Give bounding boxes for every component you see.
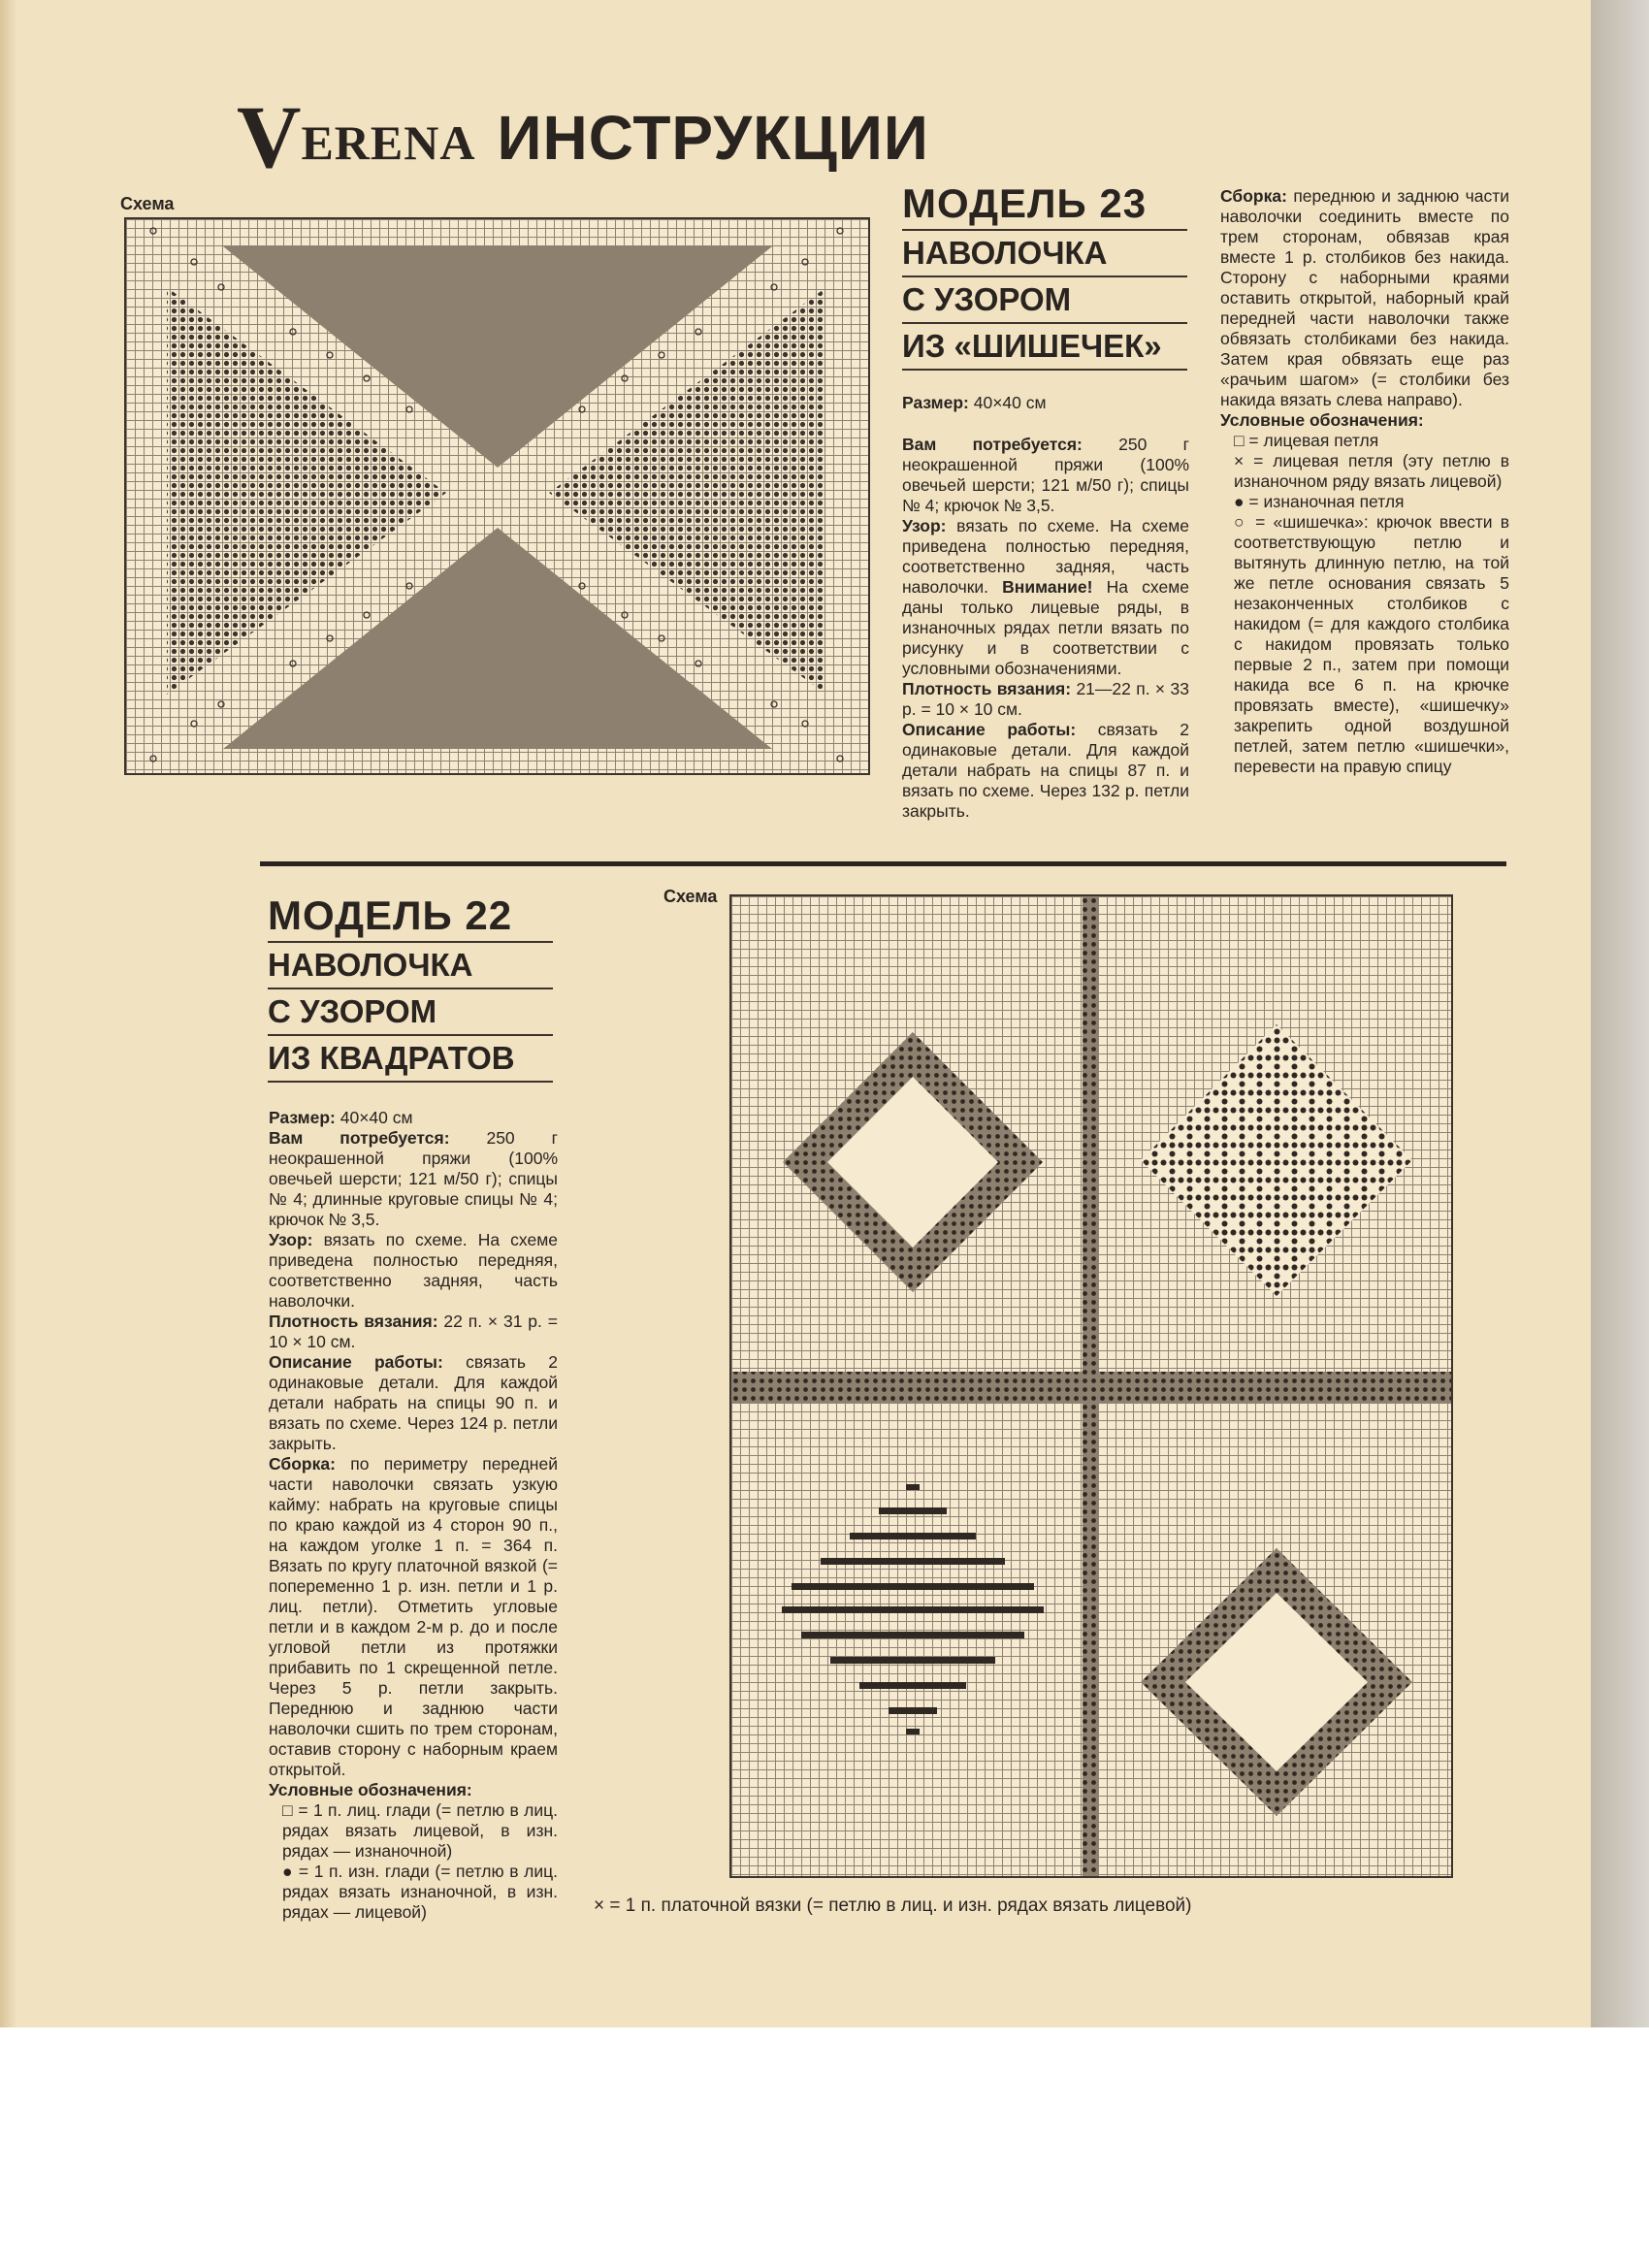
m23-legend-item: ○ = «шишечка»: крючок ввести в соответствующую петлю и вытянуть длинную петлю, на той же петле основания связать 5 незаконченных столбиков с накидом (= для каждого столбика с накидом провязать только первые 2 п., затем при помощи накида все 6 п. на крючке провязать вместе), «шишечку» закрепить одной воздушной петлей, затем петлю «шишечки», перевести на правую спицу xyxy=(1234,512,1509,776)
m22-assembly-label: Сборка: xyxy=(269,1454,336,1474)
m23-attention-value: На схеме даны только лицевые ряды, в изнаночных рядах петли вязать по рисунку и в соответствии с условными обозначениями. xyxy=(902,577,1189,678)
chart-model-22 xyxy=(729,894,1453,1878)
m22-needs-label: Вам потребуется: xyxy=(269,1128,450,1148)
m23-pattern-label: Узор: xyxy=(902,516,947,535)
m23-size-label: Размер: xyxy=(902,393,969,412)
m22-pattern-label: Узор: xyxy=(269,1230,313,1249)
schema-label-23: Схема xyxy=(120,194,175,213)
m23-density-label: Плотность вязания: xyxy=(902,679,1072,698)
m23-desc-value: связать 2 одинаковые детали. Для каждой детали набрать на спицы 87 п. и вязать по схеме. Через 132 р. петли закрыть. xyxy=(902,720,1189,821)
m23-assembly-label: Сборка: xyxy=(1220,186,1287,206)
m22-density-value: 22 п. × 31 р. = 10 × 10 см. xyxy=(269,1312,558,1351)
scanner-edge xyxy=(1591,0,1649,2027)
m22-legend-title: Условные обозначения: xyxy=(269,1780,472,1799)
brand-initial: V xyxy=(237,87,302,186)
masthead xyxy=(237,78,929,186)
m22-legend-item: □ = 1 п. лиц. глади (= петлю в лиц. рядах вязать лицевой, в изн. рядах — изнаночной) xyxy=(282,1800,558,1861)
m22-needs-value: 250 г неокрашенной пряжи (100% овечьей шерсти; 121 м/50 г); спицы № 4; длинные круговые спицы № 4; крючок № 3,5. xyxy=(269,1128,558,1229)
m22-footnote: × = 1 п. платочной вязки (= петлю в лиц. и изн. рядах вязать лицевой) xyxy=(594,1895,1192,1916)
m23-legend-item: × = лицевая петля (эту петлю в изнаночном ряду вязать лицевой) xyxy=(1234,451,1509,491)
model-23-number: МОДЕЛЬ 23 xyxy=(902,180,1187,231)
m22-density-label: Плотность вязания: xyxy=(269,1312,438,1331)
m23-pattern-value: вязать по схеме. На схеме приведена полностью передняя, соответственно задняя, часть наволочки. xyxy=(902,516,1189,597)
model-23-subtitle-2: С УЗОРОМ xyxy=(902,277,1187,324)
m23-attention-label: Внимание! xyxy=(1002,577,1093,597)
model-23-body-right xyxy=(1220,186,1509,777)
m23-desc-label: Описание работы: xyxy=(902,720,1077,739)
m23-legend-item: ● = изнаночная петля xyxy=(1234,492,1405,511)
model-22-subtitle-2: С УЗОРОМ xyxy=(268,989,553,1036)
model-22-heading xyxy=(268,892,553,1083)
model-23-heading xyxy=(902,180,1187,371)
chart22-horizontal-band xyxy=(731,1372,1451,1403)
brand-name: ERENA xyxy=(301,115,476,170)
m23-legend-item: □ = лицевая петля xyxy=(1234,431,1379,450)
m22-desc-value: связать 2 одинаковые детали. Для каждой детали набрать на спицы 90 п. и вязать по схеме. Через 124 р. петли закрыть. xyxy=(269,1352,558,1453)
m22-desc-label: Описание работы: xyxy=(269,1352,443,1372)
model-23-subtitle-1: НАВОЛОЧКА xyxy=(902,231,1187,277)
m22-size-label: Размер: xyxy=(269,1108,336,1127)
section-divider xyxy=(260,861,1506,866)
chart-model-23 xyxy=(124,217,870,775)
m22-assembly-value: по периметру передней части наволочки связать узкую кайму: набрать на круговые спицы по краю каждой из 4 сторон 90 п., на каждом уголке 1 п. = 364 п. Вязать по кругу платочной вязкой (= попеременно 1 р. изн. петли и 1 р. лиц. петли). Отметить угловые петли и в каждом 2-м р. до и после угловой петли из протяжки прибавить по 1 скрещенной петле. Через 5 р. петли закрыть. Переднюю и заднюю части наволочки сшить по трем сторонам, оставив сторону с наборным краем открытой. xyxy=(269,1454,558,1779)
model-22-body xyxy=(269,1108,558,1923)
chart22-lattice-diamond-tr xyxy=(1141,1024,1412,1296)
m22-legend-item: ● = 1 п. изн. глади (= петлю в лиц. рядах вязать изнаночной, в изн. рядах — лицевой) xyxy=(282,1862,558,1922)
m22-size-value: 40×40 см xyxy=(340,1108,413,1127)
page-title: ИНСТРУКЦИИ xyxy=(497,103,929,173)
m23-needs-label: Вам потребуется: xyxy=(902,435,1083,454)
model-22-subtitle-3: ИЗ КВАДРАТОВ xyxy=(268,1036,553,1083)
model-22-subtitle-1: НАВОЛОЧКА xyxy=(268,943,553,989)
model-23-subtitle-3: ИЗ «ШИШЕЧЕК» xyxy=(902,324,1187,371)
m23-density-value: 21—22 п. × 33 р. = 10 × 10 см. xyxy=(902,679,1189,719)
m23-size-value: 40×40 см xyxy=(973,393,1047,412)
page-spine xyxy=(0,0,16,2027)
m23-assembly-value: переднюю и заднюю части наволочки соединить вместе по трем сторонам, обвязав края вместе 1 р. столбиков без накида. Сторону с наборными краями оставить открытой, наборный край передней части наволочки также обвязать столбиками без накида. Затем края обвязать еще раз «рачьим шагом» (= столбики без накида вязать слева направо). xyxy=(1220,186,1509,409)
m22-pattern-value: вязать по схеме. На схеме приведена полностью передняя, соответственно задняя, часть наволочки. xyxy=(269,1230,558,1311)
chart22-striped-diamond-bl xyxy=(782,1484,1044,1734)
schema-label-22: Схема xyxy=(663,887,718,906)
model-22-number: МОДЕЛЬ 22 xyxy=(268,892,553,943)
model-23-body-left xyxy=(902,393,1189,822)
m23-needs-value: 250 г неокрашенной пряжи (100% овечьей шерсти; 121 м/50 г); спицы № 4; крючок № 3,5. xyxy=(902,435,1189,515)
m23-legend-title: Условные обозначения: xyxy=(1220,410,1424,430)
